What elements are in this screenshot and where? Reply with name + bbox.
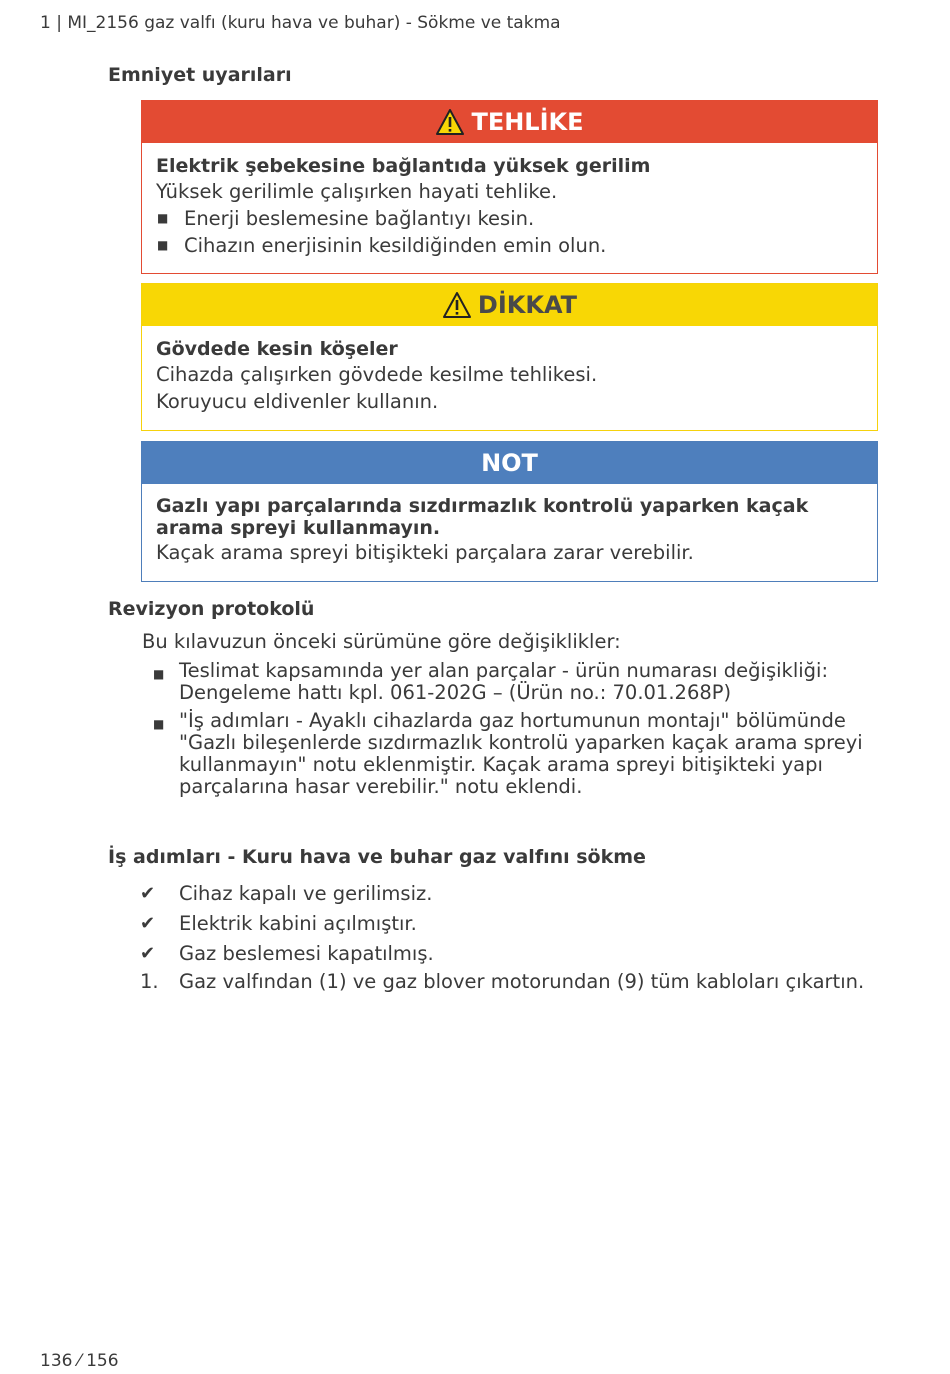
warning-triangle-icon (442, 291, 472, 319)
danger-text: Yüksek gerilimle çalışırken hayati tehlike. (156, 180, 558, 203)
checkmark-icon: ✔ (140, 942, 156, 964)
page-number: 136 ⁄ 156 (40, 1351, 119, 1371)
caution-title: Gövdede kesin köşeler (156, 338, 398, 360)
revision-list (153, 660, 883, 804)
note-title: Gazlı yapı parçalarında sızdırmazlık kontrolü yaparken kaçak arama spreyi kullanmayın. (156, 495, 809, 539)
list-item (153, 710, 883, 798)
bullet-square-icon: ■ (153, 717, 165, 731)
checkmark-icon: ✔ (140, 882, 156, 904)
steps-heading: İş adımları - Kuru hava ve buhar gaz valfını sökme (108, 846, 646, 868)
danger-bullet-text: Enerji beslemesine bağlantıyı kesin. (184, 207, 535, 230)
checkmark-icon: ✔ (140, 912, 156, 934)
caution-label: DİKKAT (477, 291, 578, 319)
caution-box (141, 283, 878, 431)
step-number: 1. (140, 969, 159, 993)
precondition-item (140, 878, 864, 908)
precondition-item (140, 938, 864, 968)
step-text: Gaz valfından (1) ve gaz blover motorundan (9) tüm kabloları çıkartın. (179, 969, 865, 993)
caution-line: Koruyucu eldivenler kullanın. (156, 390, 439, 413)
precondition-text: Gaz beslemesi kapatılmış. (179, 941, 434, 965)
caution-header (142, 284, 877, 326)
revision-intro: Bu kılavuzun önceki sürümüne göre değişiklikler: (142, 630, 621, 653)
danger-bullet-text: Cihazın enerjisinin kesildiğinden emin olun. (184, 234, 607, 257)
danger-label: TEHLİKE (471, 108, 584, 136)
warning-triangle-icon (435, 108, 465, 136)
danger-bullet (156, 232, 863, 259)
safety-heading: Emniyet uyarıları (108, 64, 292, 86)
caution-line: Cihazda çalışırken gövdede kesilme tehlikesi. (156, 363, 598, 386)
danger-title: Elektrik şebekesine bağlantıda yüksek gerilim (156, 155, 651, 177)
steps-list (140, 878, 864, 994)
danger-box (141, 100, 878, 274)
step-item (140, 968, 864, 994)
note-label: NOT (481, 449, 538, 477)
note-header (142, 442, 877, 484)
precondition-item (140, 908, 864, 938)
precondition-text: Cihaz kapalı ve gerilimsiz. (179, 881, 433, 905)
precondition-text: Elektrik kabini açılmıştır. (179, 911, 417, 935)
danger-bullet (156, 205, 863, 232)
revision-heading: Revizyon protokolü (108, 598, 315, 620)
page-header: 1 | MI_2156 gaz valfı (kuru hava ve buhar) - Sökme ve takma (40, 13, 561, 33)
revision-item-text: "İş adımları - Ayaklı cihazlarda gaz hortumunun montajı" bölümünde "Gazlı bileşenlerde sızdırmazlık kontrolü yaparken kaçak arama spreyi kullanmayın" notu eklenmiştir. Kaçak arama spreyi bitişikteki yapı parçalarına hasar verebilir." notu eklendi. (179, 709, 863, 798)
revision-item-text: Teslimat kapsamında yer alan parçalar - ürün numarası değişikliği: Dengeleme hattı kpl. 061-202G – (Ürün no.: 70.01.268P) (179, 659, 829, 704)
bullet-square-icon: ■ (157, 238, 169, 252)
bullet-square-icon: ■ (157, 211, 169, 225)
note-text: Kaçak arama spreyi bitişikteki parçalara zarar verebilir. (156, 541, 694, 564)
note-box (141, 441, 878, 582)
danger-header (142, 101, 877, 143)
list-item (153, 660, 883, 704)
bullet-square-icon: ■ (153, 667, 165, 681)
